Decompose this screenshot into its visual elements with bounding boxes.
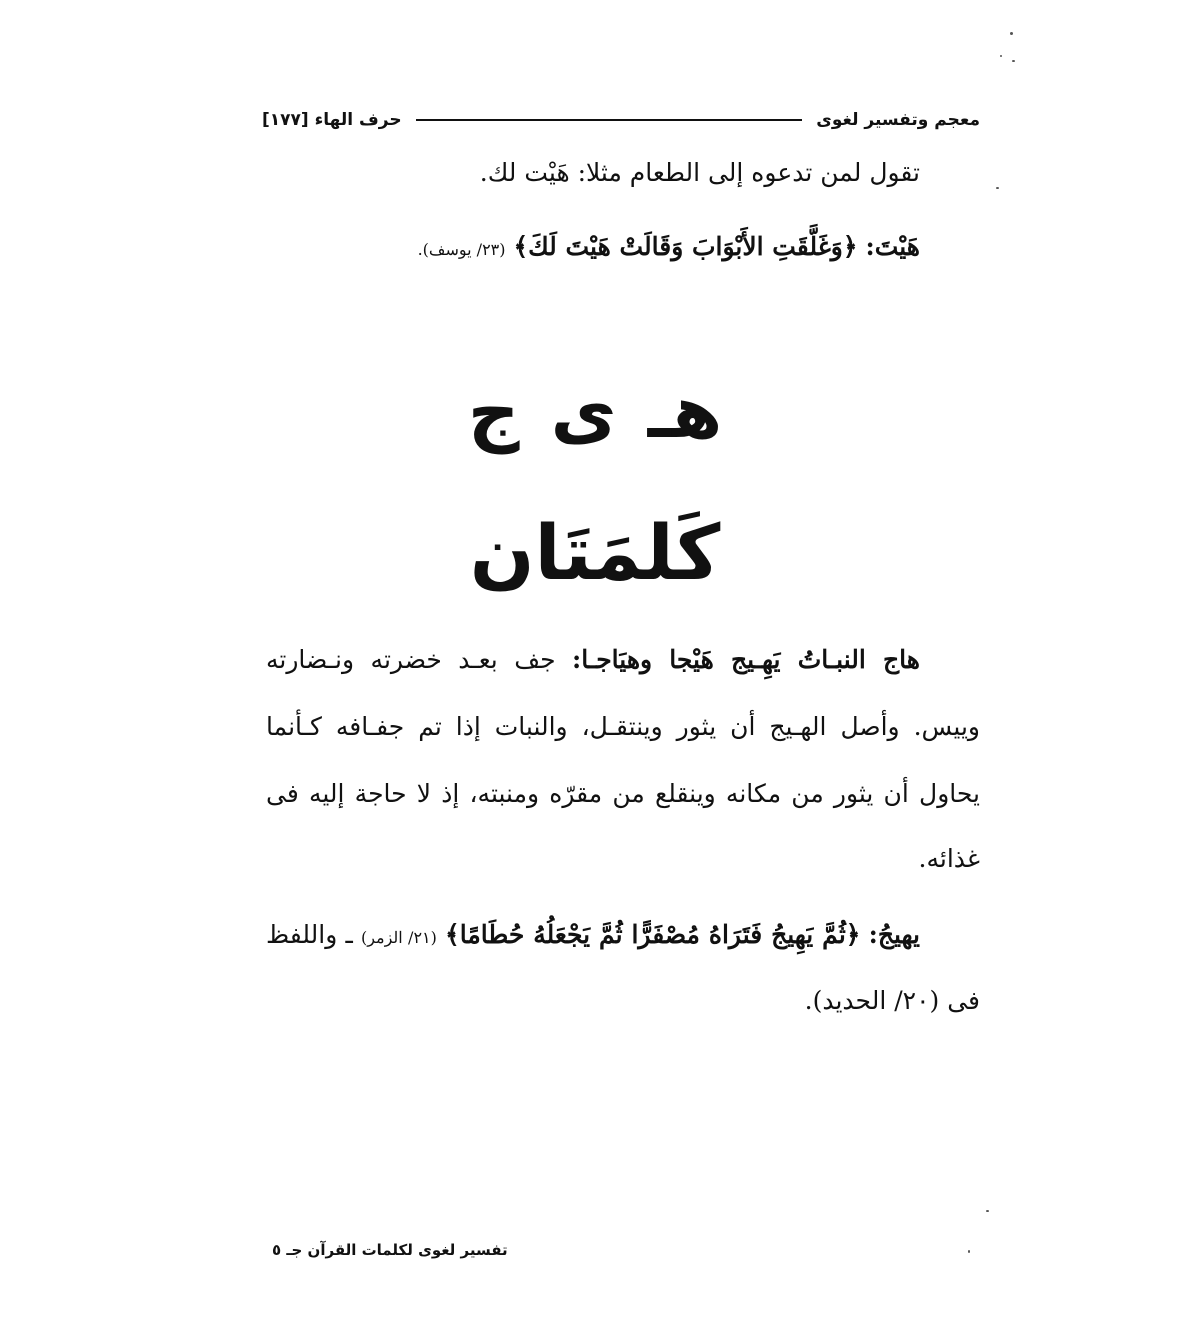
page-footer: تفسير لغوى لكلمات القرآن جـ ٥: [272, 1241, 508, 1259]
quran-verse: ﴿ثُمَّ يَهِيجُ فَتَرَاهُ مُصْفَرًّا ثُمَّ يَجْعَلُهُ حُطَامًا﴾: [445, 920, 861, 949]
book-title: معجم وتفسير لغوى: [816, 110, 980, 130]
scan-speck: [1010, 32, 1013, 35]
text-line-1: تقول لمن تدعوه إلى الطعام مثلا: هَيْت لك.: [479, 158, 920, 187]
section-label: حرف الهاء [١٧٧]: [262, 110, 402, 130]
paragraph-line-2: وييس. وأصل الهـيج أن يثور وينتقـل، والنبات إذا تم جفـافه كـأنما: [266, 712, 980, 741]
headword: هاج النبـاتُ يَهِـيج هَيْجا وهيَاجـا:: [572, 645, 920, 674]
continuation-text: ـ واللفظ: [266, 920, 353, 949]
definition-text: جف بعـد خضرته ونـضارته: [266, 645, 556, 674]
root-title: هـ ى ج: [467, 370, 723, 454]
header-rule: [416, 119, 803, 121]
verse-reference: (٢١/ الزمر): [360, 928, 437, 947]
scan-speck: [1012, 60, 1015, 62]
quran-verse: ﴿وَغَلَّقَتِ الأَبْوَابَ وَقَالَتْ هَيْتَ لَكَ﴾: [513, 232, 858, 261]
verse-line-1: [418, 232, 920, 261]
scan-speck: [1000, 55, 1002, 57]
verse-line-2: [266, 920, 920, 949]
scan-speck: [986, 1210, 989, 1212]
paragraph-line-3: يحاول أن يثور من مكانه وينقلع من مقرّه ومنبته، إذ لا حاجة إليه فى: [266, 779, 980, 808]
word-count-title: كَلمَتَان: [469, 508, 721, 597]
verse-line-2-continued: فى (٢٠/ الحديد).: [804, 986, 980, 1015]
verse-reference: (٢٣/ يوسف).: [417, 240, 506, 259]
scan-speck: [968, 1250, 970, 1253]
entry-word: يهيجُ:: [868, 920, 921, 949]
running-header: [262, 104, 980, 136]
paragraph-line-4: غذائه.: [918, 844, 980, 873]
scan-speck: [996, 187, 999, 189]
paragraph-line-1: [266, 645, 920, 674]
entry-word: هَيْتَ:: [865, 232, 920, 261]
